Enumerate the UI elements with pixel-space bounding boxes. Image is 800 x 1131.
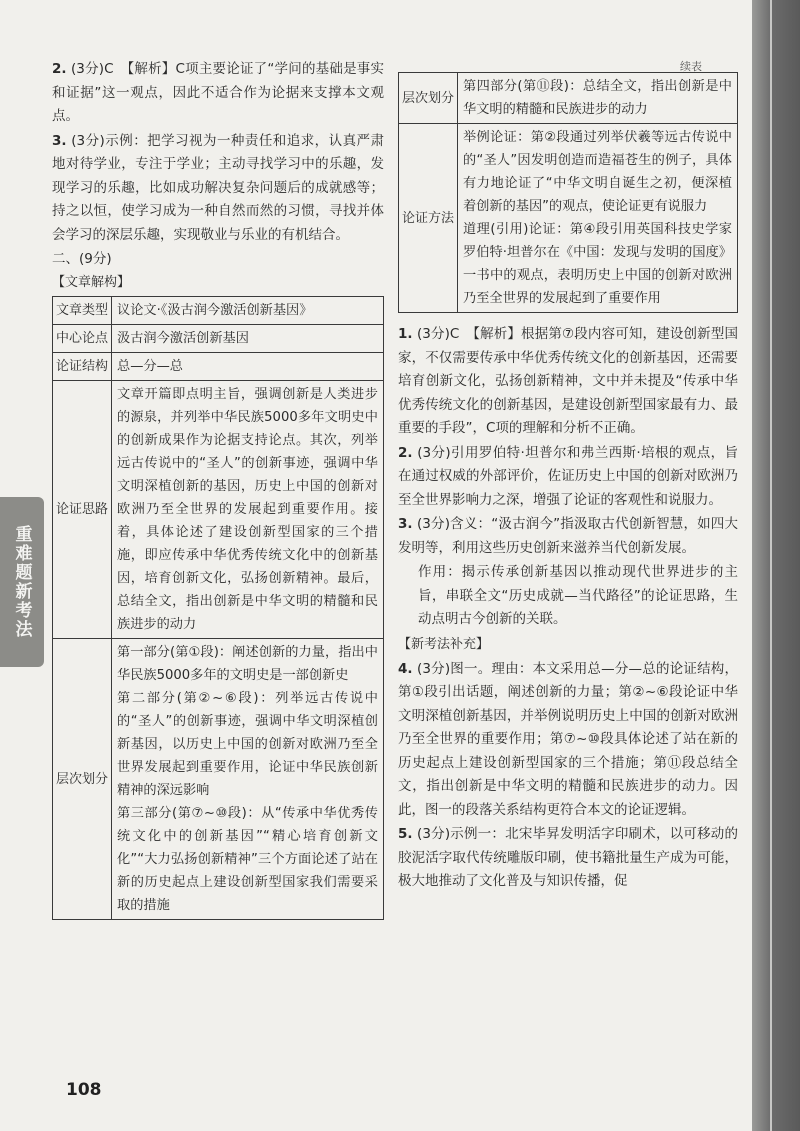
table-label: 层次划分 <box>399 73 458 124</box>
method-quote: 道理(引用)论证：第④段引用英国科技史学家罗伯特·坦普尔在《中国：发现与发明的国度》一书中的观点，表明历史上中国的创新对欧洲乃至全世界的发展起到了重要作用 <box>463 222 732 306</box>
answer-text: (3分)示例：把学习视为一种责任和追求，认真严肃地对待学业，专注于学业；主动寻找学习中的乐趣，发现学习的乐趣，比如成功解决复杂问题后的成就感等；持之以恒，使学习成为一种自然而然的习惯，寻找并体会学习的深层乐趣，实现敬业与乐业的有机结合。 <box>52 132 384 243</box>
layer-part: 第三部分(第⑦~⑩段)：从“传承中华优秀传统文化中的创新基因”“精心培育创新文化”“大力弘扬创新精神”三个方面论述了站在新的历史起点上建设创新型国家我们需要采取的措施 <box>117 806 378 913</box>
right-column <box>398 58 738 895</box>
answer-text: (3分)C 【解析】根据第⑦段内容可知，建设创新型国家，不仅需要传承中华优秀传统文化的创新基因，还需要培育创新文化，弘扬创新精神，文中并未提及“传承中华优秀传统文化的创新基因，是建设创新型国家最有力、最重要的手段”，C项的理解和分析不正确。 <box>398 326 738 436</box>
table-cell <box>112 639 384 920</box>
answer-number: 2. <box>398 444 413 461</box>
answer-text: (3分)C 【解析】C项主要论证了“学问的基础是事实和证据”这一观点，因此不适合作为论据来支撑本文观点。 <box>52 61 384 124</box>
table-cell: 汲古润今激活创新基因 <box>112 325 384 353</box>
table-label: 论证方法 <box>399 124 458 313</box>
article-structure-table <box>52 296 384 920</box>
answer-text: (3分)图一。理由：本文采用总—分—总的论证结构，第①段引出话题，阐述创新的力量；第②~⑥段论证中华文明深植创新基因，并举例说明历史上中国的创新对欧洲乃至全世界的重要作用；第⑦~⑩段具体论述了站在新的历史起点上建设创新型国家的三个措施；第⑪段总结全文，指出创新是中华文明的精髓和民族进步的动力。因此，图一的段落关系结构更符合本文的论证逻辑。 <box>398 660 739 818</box>
answer-text: (3分)引用罗伯特·坦普尔和弗兰西斯·培根的观点，旨在通过权威的外部评价，佐证历史上中国的创新对欧洲乃至全世界影响力之深，增强了论证的客观性和说服力。 <box>398 444 738 508</box>
table-cell <box>458 124 738 313</box>
table-row <box>53 381 384 639</box>
table-row <box>53 297 384 325</box>
table-label: 层次划分 <box>53 639 112 920</box>
continued-label: 续表 <box>680 60 702 73</box>
table-cell: 文章开篇即点明主旨，强调创新是人类进步的源泉，并列举中华民族5000多年文明史中的创新成果作为论据支持论点。其次，列举远古传说中的“圣人”的创新事迹，强调中华文明深植创新的基因，历史上中国的创新对欧洲乃至全世界的发展起到重要作用。接着，具体论述了建设创新型国家的三个措施，即应传承中华优秀传统文化中的创新基因，培育创新文化，弘扬创新精神。最后，总结全文，指出创新是中华文明的精髓和民族进步的动力 <box>112 381 384 639</box>
table-label: 论证结构 <box>53 353 112 381</box>
answer-number: 3. <box>52 132 67 149</box>
table-row <box>399 124 738 313</box>
table-label: 文章类型 <box>53 297 112 325</box>
answer-continuation: 作用：揭示传承创新基因以推动现代世界进步的主旨，串联全文“历史成就—当代路径”的论证思路，生动点明古今创新的关联。 <box>418 564 738 627</box>
answer-item <box>52 58 384 129</box>
fold-line <box>770 0 772 1131</box>
answer-number: 5. <box>398 826 413 842</box>
answer-number: 1. <box>398 326 413 342</box>
section-title: 二、(9分) <box>52 251 112 267</box>
answer-item <box>398 513 738 560</box>
table-label: 中心论点 <box>53 325 112 353</box>
answer-number: 3. <box>398 516 413 532</box>
answer-item <box>398 442 738 513</box>
answer-number: 4. <box>398 660 413 677</box>
table-row <box>53 353 384 381</box>
layer-part: 第二部分(第②~⑥段)：列举远古传说中的“圣人”的创新事迹，强调中华文明深植创新基因，以历史上中国的创新对欧洲乃至全世界发展起到重要作用，论证中华民族创新精神的深远影响 <box>117 691 378 798</box>
table-cell: 总—分—总 <box>112 353 384 381</box>
layer-part: 第一部分(第①段)：阐述创新的力量，指出中华民族5000多年的文明史是一部创新史 <box>117 645 378 683</box>
table-label: 论证思路 <box>53 381 112 639</box>
answer-item <box>398 658 738 823</box>
method-example: 举例论证：第②段通过列举伏羲等远古传说中的“圣人”因发明创造而造福苍生的例子，具体有力地论证了“中华文明自诞生之初，便深植着创新的基因”的观点，使论证更有说服力 <box>463 130 732 214</box>
table-cell: 第四部分(第⑪段)：总结全文，指出创新是中华文明的精髓和民族进步的动力 <box>458 73 738 124</box>
section-bracket-label: 【文章解构】 <box>52 275 131 290</box>
section-bracket-label: 【新考法补充】 <box>398 636 490 652</box>
answer-item <box>52 130 384 248</box>
page-number: 108 <box>66 1080 102 1100</box>
answer-item <box>398 323 738 441</box>
answer-number: 2. <box>52 61 67 77</box>
left-column <box>52 58 384 920</box>
table-cell: 议论文·《汲古润今激活创新基因》 <box>112 297 384 325</box>
table-row <box>53 639 384 920</box>
answer-text: (3分)含义：“汲古润今”指汲取古代创新智慧，如四大发明等，利用这些历史创新来滋养当代创新发展。 <box>398 516 738 556</box>
continued-structure-table <box>398 72 738 313</box>
side-tab: 重难题新考法 <box>0 497 44 667</box>
answer-text: (3分)示例一：北宋毕昇发明活字印刷术，以可移动的胶泥活字取代传统雕版印刷，使书籍批量生产成为可能，极大地推动了文化普及与知识传播，促 <box>398 826 739 889</box>
page-fold <box>752 0 800 1131</box>
table-row <box>53 325 384 353</box>
answer-item <box>398 823 738 894</box>
table-row <box>399 73 738 124</box>
